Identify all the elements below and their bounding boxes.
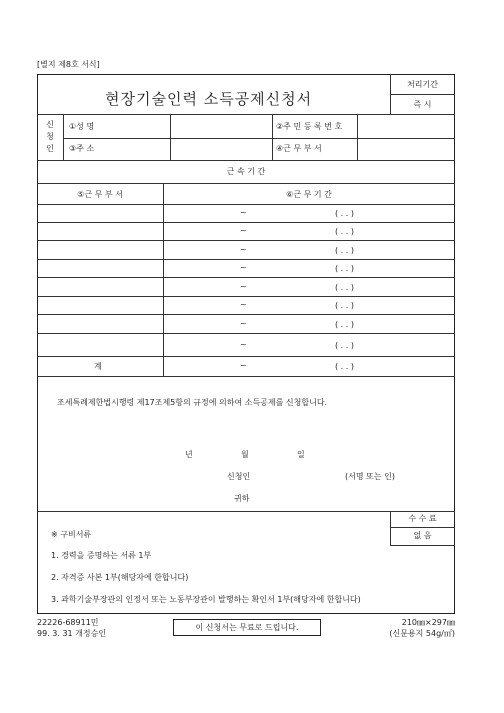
workplace-label: ④근 무 부 서 <box>276 144 322 153</box>
table-row-date: ( . . ) <box>335 246 354 255</box>
divider <box>63 138 455 139</box>
notice-text: 이 신청서는 무료로 드립니다. <box>195 623 299 632</box>
paper-size: 210㎜×297㎜ <box>401 618 455 627</box>
processing-value: 즉 시 <box>413 100 432 109</box>
date-month: 월 <box>241 450 249 459</box>
divider <box>37 259 455 260</box>
divider <box>37 160 455 161</box>
period-header: ⑥근 무 기 간 <box>286 190 332 199</box>
table-row-range: ~ <box>240 340 247 349</box>
table-row-range: ~ <box>240 263 247 272</box>
divider <box>37 183 455 184</box>
divider <box>390 94 455 95</box>
divider <box>63 114 64 160</box>
table-row-range: ~ <box>240 319 247 328</box>
applicant-label-1: 신 <box>46 120 54 129</box>
rrn-label: ②주 민 등 록 번 호 <box>276 122 343 131</box>
table-row-range: ~ <box>240 282 247 291</box>
fee-label: 수 수 료 <box>408 514 437 523</box>
form-code: [별지 제8호 서식] <box>37 60 100 69</box>
applicant-sign-label: 신청인 <box>227 472 251 481</box>
divider <box>37 511 455 512</box>
divider <box>272 114 273 160</box>
divider <box>37 314 455 315</box>
table-row-range: ~ <box>240 245 247 254</box>
divider <box>37 296 455 297</box>
service-period-header: 근 속 기 간 <box>226 167 266 176</box>
divider <box>37 277 455 278</box>
table-row-range: ~ <box>240 226 247 235</box>
table-row-date: ( . . ) <box>335 341 354 350</box>
table-row-range: ~ <box>240 300 247 309</box>
divider <box>37 114 455 115</box>
divider <box>37 222 455 223</box>
divider <box>37 376 455 377</box>
table-row-range: ~ <box>240 208 247 217</box>
divider <box>170 114 171 160</box>
date-year: 년 <box>185 450 193 459</box>
page-title: 현장기술인력 소득공제신청서 <box>105 90 313 108</box>
table-row-date: ( . . ) <box>335 301 354 310</box>
recipient: 귀하 <box>234 494 250 503</box>
workplace-field[interactable] <box>359 140 453 158</box>
divider <box>37 204 455 205</box>
name-label: ①성 명 <box>69 122 95 131</box>
divider <box>37 240 455 241</box>
table-row-date: ( . . ) <box>335 283 354 292</box>
sign-or-seal: (서명 또는 인) <box>345 472 395 481</box>
divider <box>390 527 455 528</box>
document-item: 3. 과학기술부장관의 인정서 또는 노동부장관이 발행하는 확인서 1부(해당자에 한합니다) <box>51 595 361 604</box>
divider <box>390 545 455 546</box>
fee-value: 없 음 <box>413 531 432 540</box>
form-number: 22226-68911민 <box>37 618 99 627</box>
address-field[interactable] <box>172 140 270 158</box>
total-label: 계 <box>94 362 102 371</box>
divider <box>37 333 455 334</box>
documents-header: ※ 구비서류 <box>51 530 92 539</box>
dept-header: ⑤근 무 부 서 <box>77 190 123 199</box>
document-item: 1. 경력을 증명하는 서류 1부 <box>51 551 152 560</box>
total-date: ( . . ) <box>335 362 354 371</box>
document-item: 2. 자격증 사본 1부(해당자에 한합니다) <box>51 573 189 582</box>
table-row-date: ( . . ) <box>335 227 354 236</box>
paper-spec: (신문용지 54g/㎡) <box>389 629 455 638</box>
table-row-date: ( . . ) <box>335 264 354 273</box>
statement-text: 조세특례제한법시행령 제17조제5항의 규정에 의하여 소득공제를 신청합니다. <box>57 398 328 407</box>
divider <box>163 183 164 376</box>
date-day: 일 <box>297 450 305 459</box>
divider <box>37 356 455 357</box>
applicant-label-2: 청 <box>46 132 54 141</box>
approval-date: 99. 3. 31 개정승인 <box>37 629 107 638</box>
name-field[interactable] <box>172 116 270 136</box>
divider <box>357 114 358 160</box>
total-range: ~ <box>240 361 247 370</box>
rrn-field[interactable] <box>359 116 453 136</box>
processing-label: 처리기간 <box>407 80 438 89</box>
table-row-date: ( . . ) <box>335 209 354 218</box>
address-label: ③주 소 <box>69 144 95 153</box>
table-row-date: ( . . ) <box>335 320 354 329</box>
applicant-label-3: 인 <box>46 144 54 153</box>
